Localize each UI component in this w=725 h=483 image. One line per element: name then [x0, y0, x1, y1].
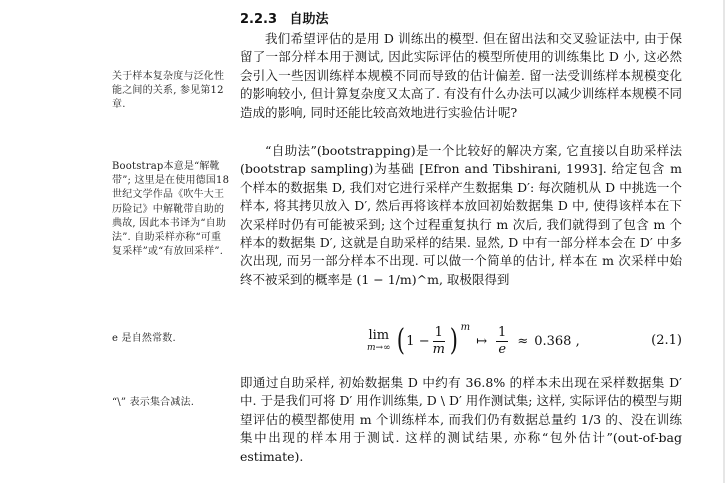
lim-subscript: m→∞: [367, 343, 391, 353]
mapsto-symbol: ↦: [476, 333, 488, 349]
limit-value: 0.368 ,: [534, 333, 580, 349]
fraction-numerator: 1: [434, 324, 443, 340]
margin-note-bootstrap: Bootstrap本意是“解靴带”; 这里是在使用德国18世纪文学作品《吹牛大王历险记》中解靴带自助的典故, 因此本书译为“自助法”. 自助采样亦称“可重复采样”或“有放回采样”.: [112, 161, 230, 258]
paragraph-text: “自助法”(bootstrapping)是一个比较好的解决方案, 它直接以自助采样法(bootstrap sampling)为基础 [Efron and Tibshirani, 1993]. 给定包含 m 个样本的数据集 D, 我们对它进行采样产生数据集 D′: 每次随机从 D 中挑选一个样本, 将其拷贝放入 D′, 然后再将该样本放回初始数据集 D 中, 使得该样本在下次采样时仍有可能被采到; 这个过程重复执行 m 次后, 我们就得到了包含 m 个样本的数据集 D′, 这就是自助采样的结果. 显然, D 中有一部分样本会在 D′ 中多次出现, 而另一部分样本不出现. 可以做一个简单的估计, 样本在 m 次采样中始终不被采到的概率是 (1 − 1/m)^m, 取极限得到: [240, 143, 682, 287]
fraction-one-over-m: [433, 325, 445, 358]
equation-body: [367, 318, 580, 364]
fraction-one-over-e: [496, 325, 508, 358]
lim-word: lim: [368, 328, 390, 343]
paragraph-text: 即通过自助采样, 初始数据集 D 中约有 36.8% 的样本未出现在采样数据集 D′ 中. 于是我们可将 D′ 用作训练集, D \ D′ 用作测试集; 这样, 实际评估的模型与期望评估的模型都使用 m 个训练样本, 而我们仍有数据总量约 1/3 的、没在训练集中出现的样本用于测试. 这样的测试结果, 亦称“包外估计”(out-of-bag estimate).: [240, 375, 682, 464]
approx-symbol: ≈: [517, 333, 529, 349]
left-paren: (: [396, 323, 405, 358]
equation-2-1: [240, 318, 682, 364]
right-paren: ): [449, 323, 458, 358]
fraction-numerator: 1: [498, 324, 507, 340]
margin-note-set-difference: “\” 表示集合减法.: [112, 397, 195, 408]
one-minus: 1 −: [406, 333, 430, 349]
margin-note-sample-complexity: 关于样本复杂度与泛化性能之间的关系, 参见第12章.: [112, 71, 225, 111]
exponent: m: [460, 321, 471, 333]
fraction-denominator: m: [432, 341, 445, 357]
paragraph-motivation: [240, 30, 682, 122]
limit-operator: [367, 329, 391, 353]
paragraph-text: 我们希望评估的是用 D 训练出的模型. 但在留出法和交叉验证法中, 由于保留了一部分样本用于测试, 因此实际评估的模型所使用的训练集比 D 小, 这必然会引入一些因训练样本规模不同而导致的估计偏差. 留一法受训练样本规模变化的影响较小, 但计算复杂度又太高了. 有没有什么办法可以减少训练样本规模不同造成的影响, 同时还能比较高效地进行实验估计呢?: [240, 31, 682, 120]
paragraph-bootstrapping: [240, 142, 682, 289]
paragraph-out-of-bag: [240, 374, 682, 466]
section-number: 2.2.3: [240, 12, 278, 27]
margin-note-e-constant: e 是自然常数.: [112, 333, 176, 344]
equation-number: (2.1): [651, 333, 682, 348]
section-heading: [240, 8, 329, 27]
section-title: 自助法: [289, 12, 329, 27]
fraction-denominator: e: [498, 341, 507, 357]
